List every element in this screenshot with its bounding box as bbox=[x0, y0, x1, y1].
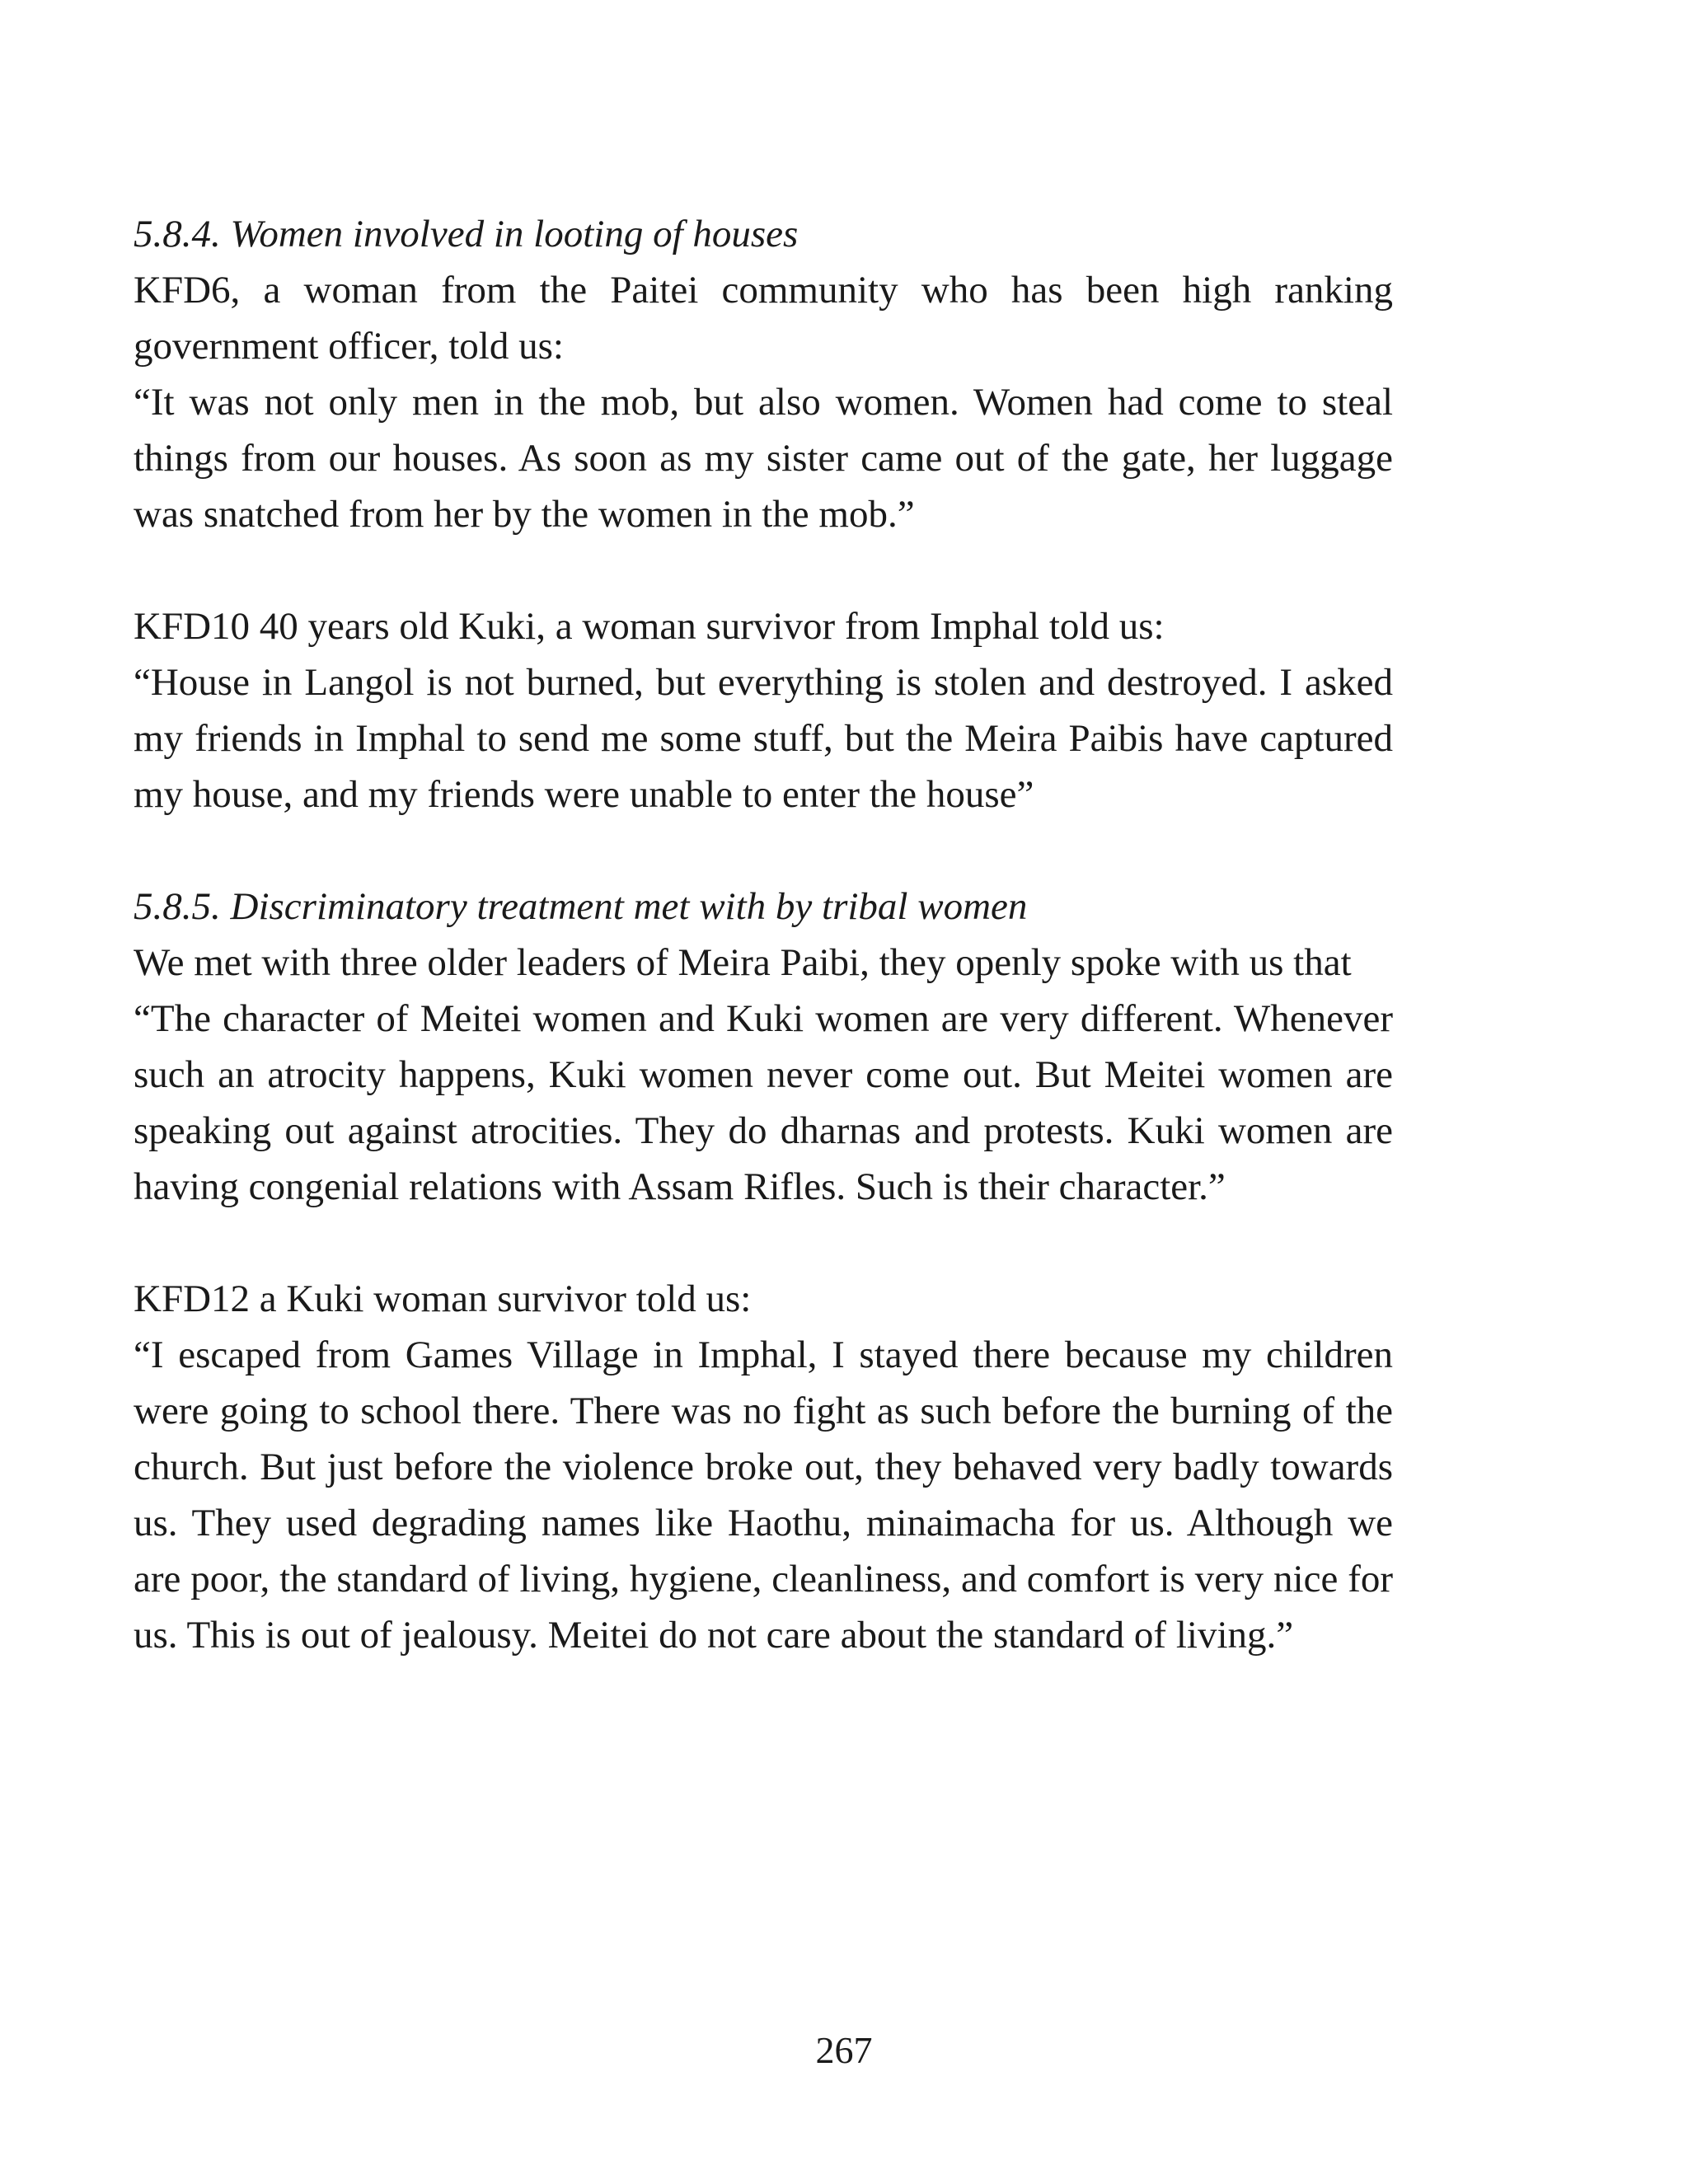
paragraph-gap bbox=[134, 542, 1393, 598]
paragraph-kfd10-intro: KFD10 40 years old Kuki, a woman survivor from Imphal told us: bbox=[134, 605, 1165, 648]
section-heading-5-8-5: 5.8.5. Discriminatory treatment met with by tribal women bbox=[134, 885, 1028, 928]
page-number: 267 bbox=[815, 2029, 873, 2071]
paragraph-kfd6-quote: “It was not only men in the mob, but also women. Women had come to steal things from our houses. As soon as my sister came out of the gate, her luggage was snatched from her by the women in the mob.” bbox=[134, 381, 1393, 536]
page-body bbox=[134, 206, 1393, 1663]
paragraph-kfd10-quote: “House in Langol is not burned, but everything is stolen and destroyed. I asked my friends in Imphal to send me some stuff, but the Meira Paibis have captured my house, and my friends were unable to enter the house” bbox=[134, 661, 1393, 816]
paragraph-meira-paibi-intro: We met with three older leaders of Meira Paibi, they openly spoke with us that bbox=[134, 941, 1352, 984]
paragraph-kfd12-quote: “I escaped from Games Village in Imphal, I stayed there because my children were going to school there. There was no fight as such before the burning of the church. But just before the violence broke out, they behaved very badly towards us. They used degrading names like Haothu, minaimacha for us. Although we are poor, the standard of living, hygiene, cleanliness, and comfort is very nice for us. This is out of jealousy. Meitei do not care about the standard of living.” bbox=[134, 1333, 1393, 1657]
section-heading-5-8-4: 5.8.4. Women involved in looting of houses bbox=[134, 213, 799, 255]
paragraph-gap bbox=[134, 823, 1393, 879]
paragraph-kfd12-intro: KFD12 a Kuki woman survivor told us: bbox=[134, 1277, 752, 1320]
paragraph-kfd6-intro: KFD6, a woman from the Paitei community who has been high ranking government officer, told us: bbox=[134, 269, 1393, 368]
paragraph-meira-paibi-quote: “The character of Meitei women and Kuki women are very different. Whenever such an atrocity happens, Kuki women never come out. But Meitei women are speaking out against atrocities. They do dharnas and protests. Kuki women are having congenial relations with Assam Rifles. Such is their character.” bbox=[134, 997, 1393, 1208]
paragraph-gap bbox=[134, 1215, 1393, 1271]
